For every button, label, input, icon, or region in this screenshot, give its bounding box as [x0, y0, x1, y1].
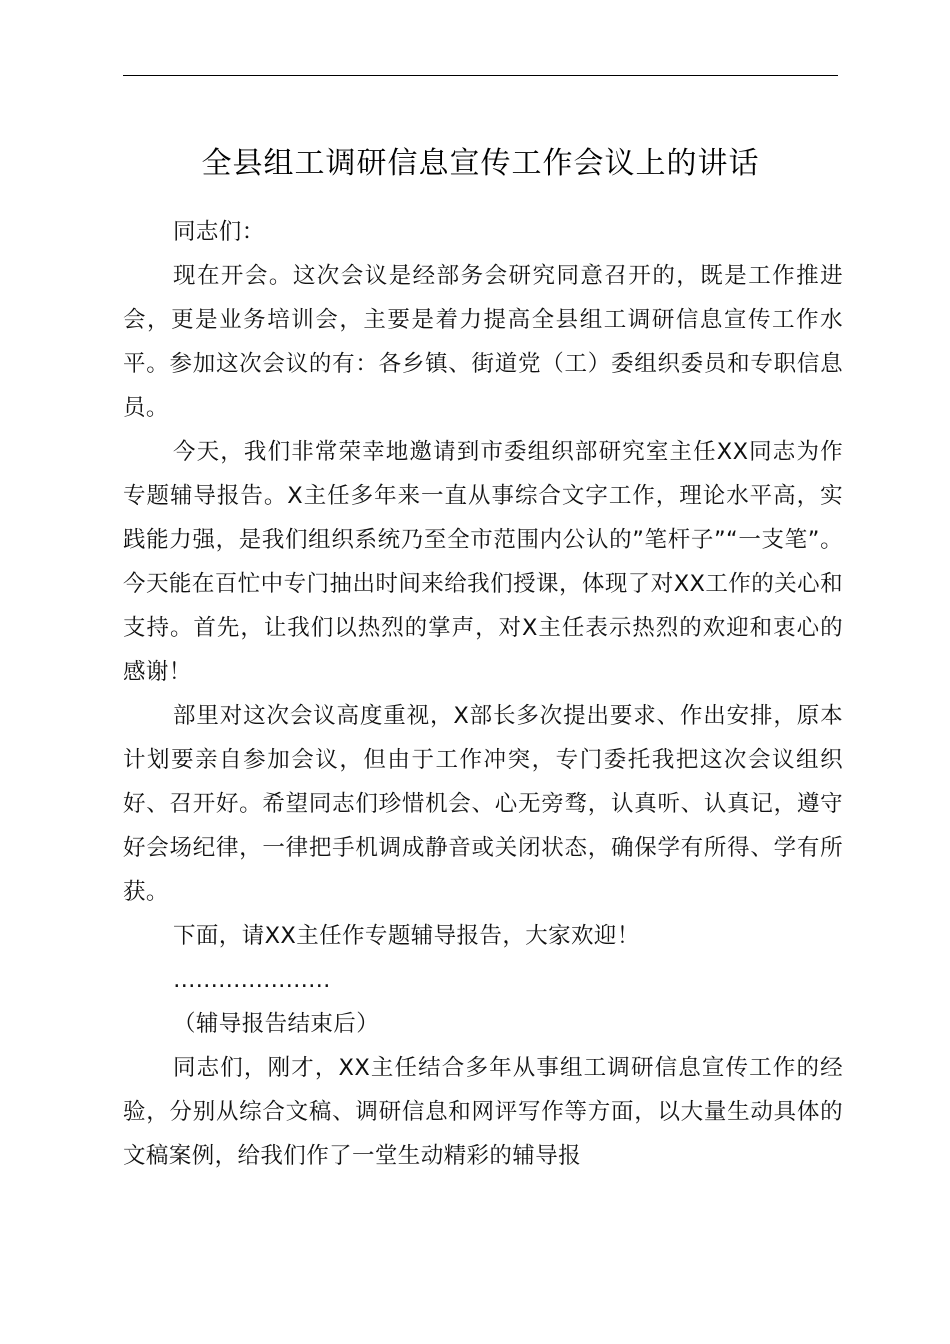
document-body: [123, 210, 843, 1178]
stage-direction-paragraph: （辅导报告结束后）: [173, 1011, 380, 1037]
header-rule: [123, 75, 838, 76]
body-paragraph: 同志们，刚才，XX主任结合多年从事组工调研信息宣传工作的经验，分别从综合文稿、调研信息和网评写作等方面，以大量生动具体的文稿案例，给我们作了一堂生动精彩的辅导报: [123, 1055, 843, 1169]
ellipsis-separator: …………………: [173, 967, 331, 993]
body-paragraph: 现在开会。这次会议是经部务会研究同意召开的，既是工作推进会，更是业务培训会，主要是着力提高全县组工调研信息宣传工作水平。参加这次会议的有：各乡镇、街道党（工）委组织委员和专职信息员。: [123, 263, 843, 421]
body-paragraph: 下面，请XX主任作专题辅导报告，大家欢迎！: [173, 923, 640, 949]
body-paragraph: 今天，我们非常荣幸地邀请到市委组织部研究室主任XX同志为作专题辅导报告。X主任多年来一直从事综合文字工作，理论水平高，实践能力强，是我们组织系统乃至全市范围内公认的”笔杆子”“一支笔”。今天能在百忙中专门抽出时间来给我们授课，体现了对XX工作的关心和支持。首先，让我们以热烈的掌声，对X主任表示热烈的欢迎和衷心的感谢！: [123, 439, 843, 685]
document-title: 全县组工调研信息宣传工作会议上的讲话: [201, 146, 760, 181]
salutation-paragraph: 同志们：: [173, 219, 265, 245]
body-paragraph: 部里对这次会议高度重视，X部长多次提出要求、作出安排，原本计划要亲自参加会议，但由于工作冲突，专门委托我把这次会议组织好、召开好。希望同志们珍惜机会、心无旁骛，认真听、认真记，遵守好会场纪律，一律把手机调成静音或关闭状态，确保学有所得、学有所获。: [123, 703, 843, 905]
